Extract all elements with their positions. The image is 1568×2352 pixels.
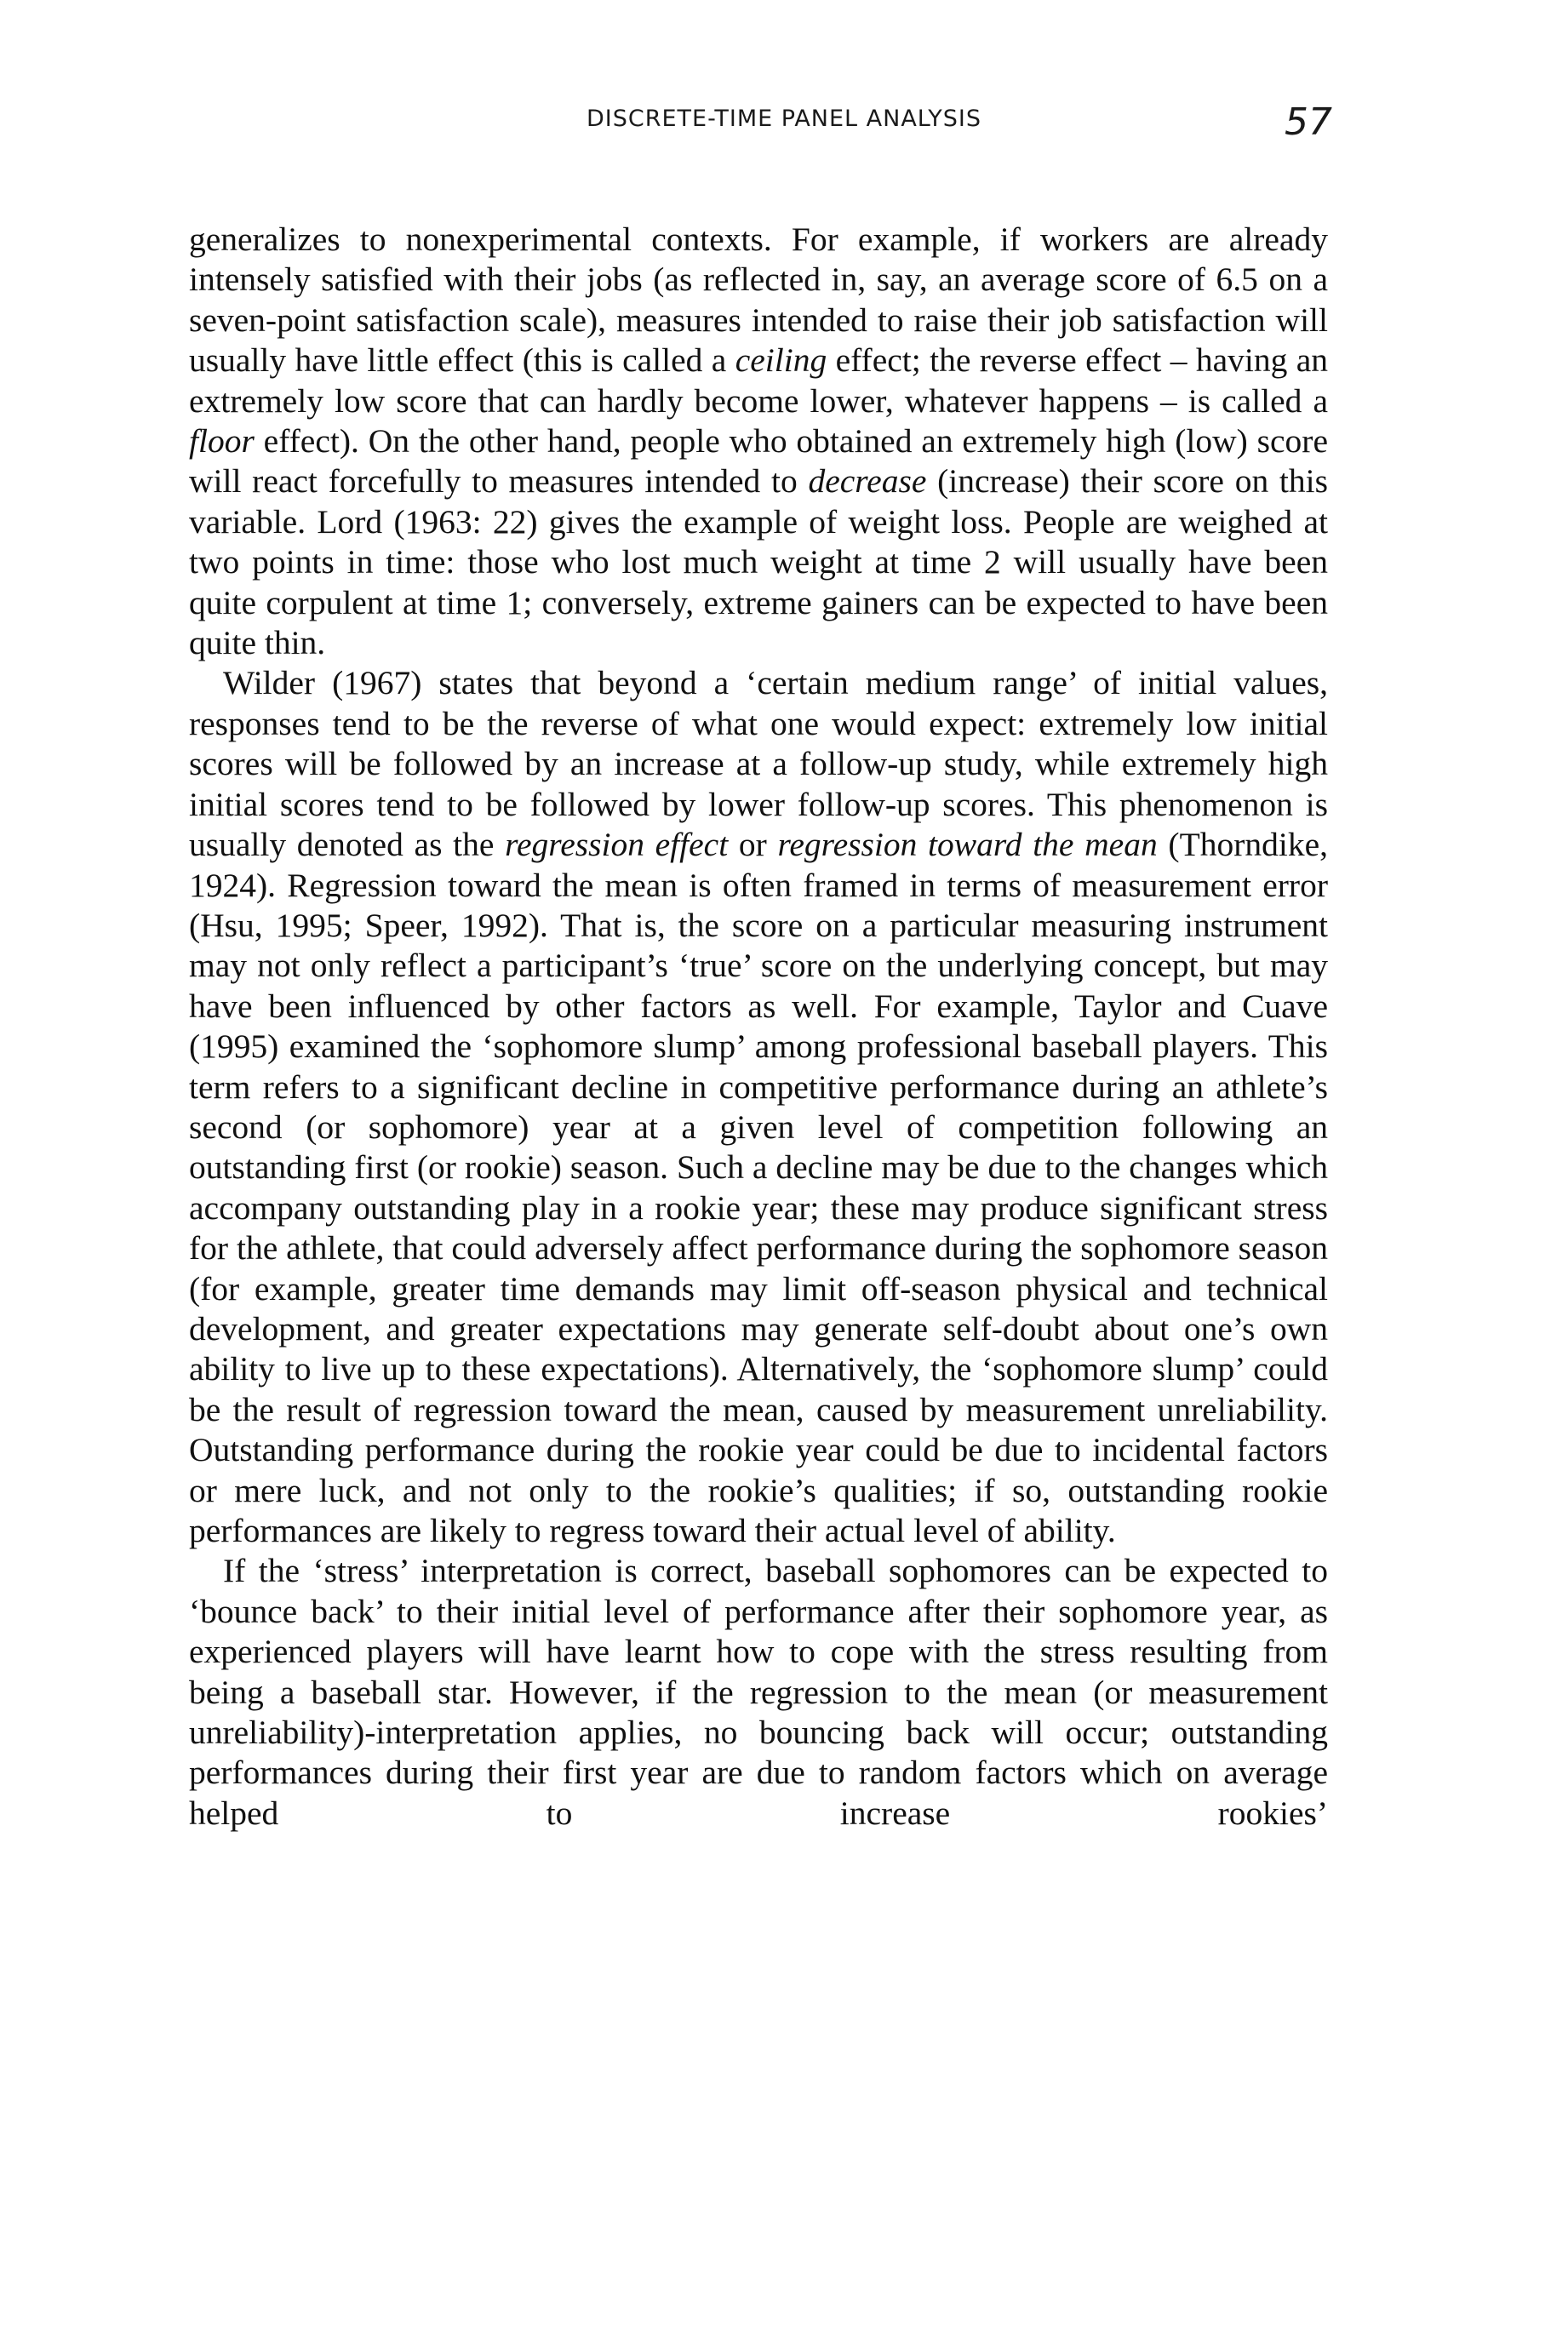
p2-italic-regression-toward-mean: regression toward the mean — [777, 826, 1158, 864]
paragraph-2 — [189, 663, 1328, 1551]
paragraph-1 — [189, 220, 1328, 663]
p2-text-3: (Thorndike, 1924). Regression toward the mean is often framed in terms of measurement error (Hsu, 1995; Speer, 1992). That is, the score on a particular measuring instrument may not only reflect a participant’s ‘true’ score on the underlying concept, but may have been influenced by other factors as well. For example, Taylor and Cuave (1995) examined the ‘sophomore slump’ among professional baseball players. This term refers to a significant decline in competitive performance during an athlete’s second (or sophomore) year at a given level of competition following an outstanding first (or rookie) season. Such a decline may be due to the changes which accompany outstanding play in a rookie year; these may produce significant stress for the athlete, that could adversely affect performance during the sophomore season (for example, greater time demands may limit off-season physical and technical development, and greater expectations may generate self-doubt about one’s own ability to live up to these expectations). Alternatively, the ‘sophomore slump’ could be the result of regression toward the mean, caused by measurement unreliability. Outstanding performance during the rookie year could be due to incidental factors or mere luck, and not only to the rookie’s qualities; if so, outstanding rookie performances are likely to regress toward their actual level of ability. — [189, 826, 1328, 1549]
p1-text-2: effect; the reverse effect – having an extremely low score that can hardly become lower, whatever happens – is called a — [189, 341, 1329, 420]
p1-italic-floor: floor — [189, 422, 255, 461]
running-title: DISCRETE-TIME PANEL ANALYSIS — [586, 106, 981, 132]
p3-text-1: If the ‘stress’ interpretation is correct, baseball sophomores can be expected to ‘bounce back’ to their initial level of performance after their sophomore year, as experienced players will have learnt how to cope with the stress resulting from being a baseball star. However, if the regression to the mean (or measurement unreliability)-interpretation applies, no bouncing back will occur; outstanding performances during their first year are due to random factors which on average helped to increase rookies’ — [189, 1552, 1328, 1832]
p1-text-3: effect). On the other hand, people who obtained an extremely high (low) score will react forcefully to measures intended to — [189, 422, 1328, 501]
running-header — [0, 100, 1568, 152]
page-number: 57 — [1285, 100, 1332, 144]
p1-italic-decrease: decrease — [808, 462, 927, 501]
body-text — [189, 220, 1328, 1834]
p2-text-1: Wilder (1967) states that beyond a ‘certain medium range’ of initial values, responses tend to be the reverse of what one would expect: extremely low initial scores will be followed by an increase at a follow-up study, while extremely high initial scores tend to be followed by lower follow-up scores. This phenomenon is usually denoted as the — [189, 664, 1328, 864]
p2-text-2: or — [728, 826, 778, 864]
p1-text-4: (increase) their score on this variable. Lord (1963: 22) gives the example of weight loss. People are weighed at two points in time: those who lost much weight at time 2 will usually have been quite corpulent at time 1; conversely, extreme gainers can be expected to have been quite thin. — [189, 462, 1328, 662]
p1-italic-ceiling: ceiling — [735, 341, 827, 380]
p2-italic-regression-effect: regression effect — [505, 826, 729, 864]
paragraph-3 — [189, 1551, 1328, 1834]
p1-text-1: generalizes to nonexperimental contexts. For example, if workers are already intensely satisfied with their jobs (as reflected in, say, an average score of 6.5 on a seven-point satisfaction scale), measures intended to raise their job satisfaction will usually have little effect (this is called a — [189, 220, 1328, 380]
